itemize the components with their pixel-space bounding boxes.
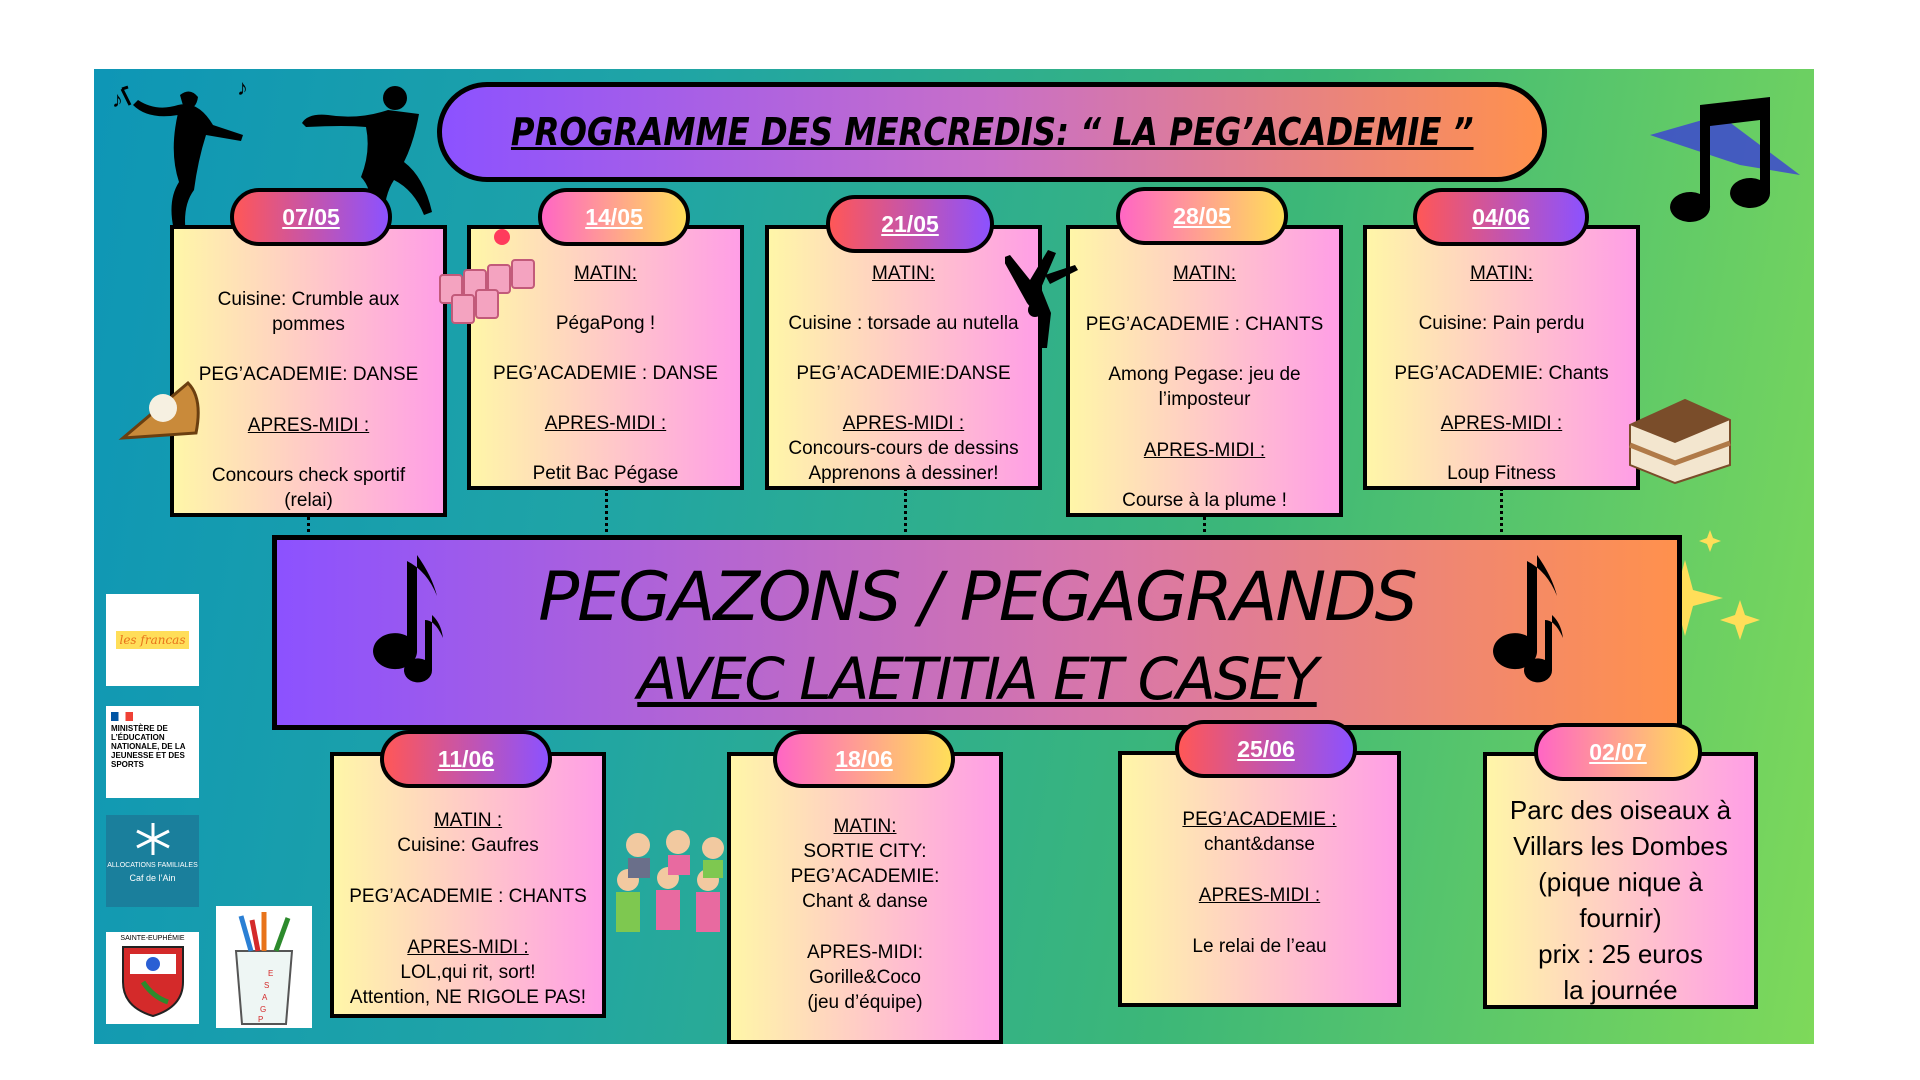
date-badge (1534, 723, 1702, 781)
date-badge (230, 188, 392, 246)
date-label: 14/05 (585, 203, 643, 230)
snowflake-icon (133, 821, 173, 857)
card-line: Le relai de l’eau (1192, 936, 1327, 957)
card-line: PEG’ACADEMIE:DANSE (796, 363, 1011, 384)
card-line: APRES-MIDI : (1440, 413, 1563, 434)
pie-icon (118, 378, 203, 458)
card-line: MATIN : (433, 810, 503, 831)
date-label: 11/06 (437, 745, 495, 772)
card-line: APRES-MIDI : (842, 413, 965, 434)
card-line: Concours check sportif (211, 464, 406, 486)
card-line: Parc des oiseaux à (1509, 795, 1732, 825)
connector (1500, 488, 1503, 538)
card-line: PEG’ACADEMIE: DANSE (198, 364, 419, 386)
card-line: Cuisine: Pain perdu (1418, 313, 1585, 334)
card-line: l’imposteur (1158, 389, 1251, 410)
card-line: Gorille&Coco (809, 967, 921, 988)
pencil-cup-icon (216, 906, 312, 1028)
card-line: APRES-MIDI : (247, 414, 370, 436)
card-line: MATIN: (833, 816, 897, 837)
card-line: PEG’ACADEMIE : CHANTS (1085, 313, 1324, 335)
day-card-2506 (1118, 751, 1401, 1007)
date-label: 25/06 (1237, 735, 1295, 762)
card-line: (pique nique à (1538, 867, 1703, 897)
card-line: PEG’ACADEMIE: Chants (1394, 363, 1609, 384)
card-line: Course à la plume ! (1122, 490, 1287, 511)
day-card-0207 (1483, 752, 1758, 1009)
date-label: 02/07 (1589, 738, 1647, 765)
connector (904, 488, 907, 538)
card-line: MATIN: (872, 263, 935, 284)
day-card-1106 (330, 752, 606, 1018)
card-line: Loup Fitness (1447, 463, 1556, 484)
date-label: 18/06 (835, 745, 893, 772)
ministere-logo: MINISTÈRE DE L’ÉDUCATION NATIONALE, DE LA JEUNESSE ET DES SPORTS (106, 706, 199, 798)
date-badge (1116, 187, 1288, 245)
date-label: 04/06 (1472, 203, 1530, 230)
date-badge (380, 730, 552, 788)
choir-children-icon (608, 820, 738, 955)
svg-text:G: G (260, 1005, 267, 1014)
connector (605, 488, 608, 538)
date-badge (1175, 720, 1357, 778)
flag-icon (111, 712, 133, 721)
card-line: PEG’ACADEMIE: (790, 866, 940, 887)
svg-text:E: E (268, 969, 274, 978)
card-line: Cuisine : torsade au nutella (788, 313, 1019, 334)
day-card-2105 (765, 225, 1042, 490)
card-line: PEG’ACADEMIE : DANSE (493, 363, 718, 384)
card-line: MATIN: (574, 263, 637, 284)
dancer-silhouette-left (110, 75, 250, 250)
association-logo (216, 906, 312, 1028)
card-line: MATIN: (1470, 263, 1533, 284)
music-note-icon (1640, 95, 1805, 245)
card-line: LOL,qui rit, sort! (400, 962, 536, 983)
svg-text:♪: ♪ (237, 75, 248, 100)
card-line: (relai) (284, 489, 333, 511)
date-badge (1413, 188, 1589, 246)
banner-line-1: PEGAZONS / PEGAGRANDS (538, 558, 1416, 637)
card-line: SORTIE CITY: (803, 841, 927, 862)
card-line: APRES-MIDI : (544, 413, 667, 434)
card-line: APRES-MIDI : (1143, 439, 1266, 461)
card-line: MATIN: (1173, 263, 1236, 284)
banner-line-2: AVEC LAETITIA ET CASEY (637, 645, 1317, 713)
page-title: PROGRAMME DES MERCREDIS: “ LA PEG’ACADEMIE ” (510, 110, 1474, 154)
card-line: APRES-MIDI : (407, 937, 529, 958)
day-card-1806 (727, 752, 1003, 1044)
date-badge (538, 188, 690, 246)
day-card-2805 (1066, 225, 1343, 517)
coat-of-arms-icon (118, 942, 188, 1018)
breakdancer-silhouette (1005, 245, 1085, 350)
card-line: Attention, NE RIGOLE PAS! (349, 987, 587, 1008)
card-line: PEG’ACADEMIE : CHANTS (349, 886, 587, 907)
cups-icon (430, 225, 545, 335)
day-card-0406 (1363, 225, 1640, 490)
card-line: APRES-MIDI : (1198, 885, 1321, 906)
card-line: APRES-MIDI: (806, 942, 924, 963)
caf-logo: ALLOCATIONS FAMILIALES Caf de l’Ain (106, 815, 199, 907)
card-line: Apprenons à dessiner! (808, 463, 999, 484)
day-card-0705 (170, 225, 447, 517)
card-line: Concours-cours de dessins (788, 438, 1019, 459)
card-line: fournir) (1579, 903, 1662, 933)
svg-text:♪: ♪ (112, 87, 123, 112)
group-banner (272, 535, 1682, 730)
music-note-icon (1482, 545, 1592, 695)
date-label: 21/05 (881, 210, 939, 237)
card-line: PégaPong ! (555, 313, 656, 334)
title-banner (437, 82, 1547, 182)
francas-logo: les francas (106, 594, 199, 686)
card-line: la journée (1563, 975, 1678, 1005)
card-line: prix : 25 euros (1538, 939, 1703, 969)
card-line: Villars les Dombes (1513, 831, 1728, 861)
date-badge (773, 730, 955, 788)
commune-logo: SAINTE-EUPHÉMIE (106, 932, 199, 1024)
card-line: Among Pegase: jeu de (1108, 364, 1301, 385)
card-line: chant&danse (1204, 834, 1315, 855)
card-line: (jeu d’équipe) (807, 992, 923, 1013)
svg-text:A: A (262, 993, 268, 1002)
date-label: 28/05 (1173, 202, 1231, 229)
svg-text:P: P (258, 1015, 264, 1024)
card-line: Chant & danse (802, 891, 928, 912)
card-line: PEG’ACADEMIE : (1182, 809, 1337, 830)
svg-text:S: S (264, 981, 270, 990)
card-line: pommes (272, 314, 345, 335)
tiramisu-icon (1625, 385, 1735, 485)
card-line: Petit Bac Pégase (532, 463, 679, 484)
date-label: 07/05 (282, 203, 340, 230)
card-line: Cuisine: Gaufres (397, 835, 539, 856)
card-line: Cuisine: Crumble aux (217, 289, 400, 310)
date-badge (826, 195, 994, 253)
